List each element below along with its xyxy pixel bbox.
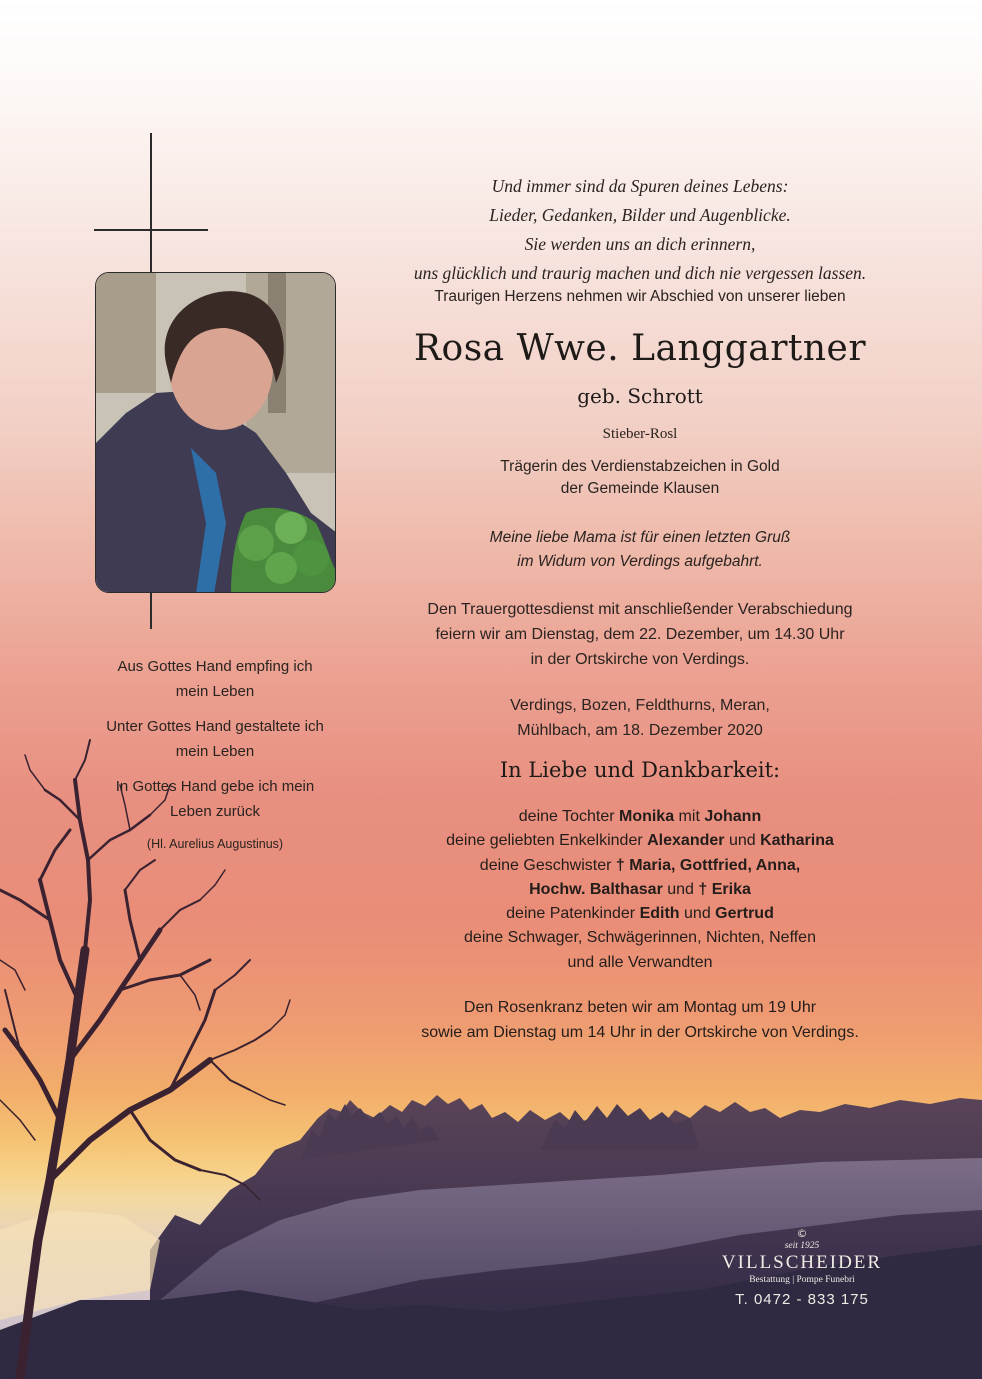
funeral-home-phone: T. 0472 - 833 175 [735, 1291, 869, 1308]
family-member: Hochw. Balthasar [529, 880, 663, 898]
family-member: Alexander [647, 832, 725, 850]
place-and-date [380, 693, 900, 743]
left-poem [80, 654, 350, 857]
service-line: feiern wir am Dienstag, dem 22. Dezember, um 14.30 Uhr [435, 626, 845, 643]
birth-name [380, 384, 900, 408]
deceased-name [380, 328, 900, 369]
family-line [380, 902, 900, 926]
family-line [380, 854, 900, 878]
nickname-text: Stieber-Rosl [602, 426, 678, 442]
family-text: und [679, 905, 716, 923]
family-list [380, 805, 900, 975]
service-line: Den Trauergottesdienst mit anschließender Verabschiedung [427, 601, 853, 618]
quote-line: uns glücklich und traurig machen und dich nie vergessen lassen. [413, 263, 867, 283]
family-line [380, 878, 900, 902]
love-heading [380, 758, 900, 782]
opening-quote [380, 172, 900, 288]
poem-attribution: (Hl. Aurelius Augustinus) [146, 837, 284, 851]
poem-line: Aus Gottes Hand empfing ich [117, 658, 313, 675]
rosary-line: Den Rosenkranz beten wir am Montag um 19 Uhr [463, 999, 817, 1016]
cross-vertical-bottom [150, 593, 152, 629]
love-heading-text: In Liebe und Dankbarkeit: [499, 758, 781, 782]
quote-line: Sie werden uns an dich erinnern, [524, 234, 756, 254]
rosary-notice [380, 995, 900, 1045]
honor-text [380, 456, 900, 500]
funeral-home-subtitle: Bestattung | Pompe Funebri [749, 1275, 855, 1285]
viewing-line: im Widum von Verdings aufgebahrt. [517, 553, 763, 570]
poem-line: mein Leben [175, 683, 255, 700]
family-member: Katharina [760, 832, 834, 850]
date-line: Mühlbach, am 18. Dezember 2020 [517, 722, 763, 739]
intro-text [380, 288, 900, 306]
family-member: † Erika [698, 880, 751, 898]
cross-horizontal [94, 229, 208, 231]
funeral-home-logo [712, 1228, 892, 1313]
family-line: deine Schwager, Schwägerinnen, Nichten, Neffen [464, 929, 816, 947]
birth-name-text: geb. Schrott [577, 384, 703, 408]
family-text: deine Geschwister [479, 856, 616, 874]
family-member: Monika [618, 808, 675, 825]
poem-line: mein Leben [175, 743, 255, 760]
family-member: Edith [639, 905, 680, 923]
family-text: deine Tochter [518, 808, 619, 825]
family-text: deine geliebten Enkelkinder [446, 832, 648, 850]
quote-line: Und immer sind da Spuren deines Lebens: [491, 176, 789, 196]
family-text: mit [674, 808, 705, 825]
honor-line: Trägerin des Verdienstabzeichen in Gold [500, 458, 780, 475]
cross-vertical-top [150, 133, 152, 273]
family-text: deine Patenkinder [506, 905, 640, 923]
since-text: seit 1925 [784, 1241, 820, 1251]
family-member: Johann [704, 808, 762, 825]
family-member: Gertrud [715, 905, 774, 923]
viewing-line: Meine liebe Mama ist für einen letzten Gruß [489, 529, 791, 546]
rosary-line: sowie am Dienstag um 14 Uhr in der Ortskirche von Verdings. [421, 1024, 859, 1041]
funeral-home-name: VILLSCHEIDER [721, 1252, 883, 1273]
family-text: und [662, 880, 699, 898]
family-member: † Maria, Gottfried, Anna, [615, 856, 801, 874]
family-line: und alle Verwandten [567, 953, 713, 971]
poem-line: In Gottes Hand gebe ich mein [115, 778, 315, 795]
family-line [380, 829, 900, 853]
poem-line: Leben zurück [169, 803, 261, 820]
name-text: Rosa Wwe. Langgartner [413, 328, 867, 369]
honor-line: der Gemeinde Klausen [560, 480, 720, 497]
copyright-symbol: © [796, 1227, 808, 1240]
intro-line: Traurigen Herzens nehmen wir Abschied von unserer lieben [434, 288, 846, 305]
funeral-service-notice [380, 597, 900, 672]
family-text: und [724, 832, 761, 850]
portrait-photo [95, 272, 336, 593]
viewing-notice [380, 526, 900, 574]
nickname [380, 426, 900, 443]
place-line: Verdings, Bozen, Feldthurns, Meran, [510, 697, 770, 714]
poem-line: Unter Gottes Hand gestaltete ich [106, 718, 324, 735]
quote-line: Lieder, Gedanken, Bilder und Augenblicke. [489, 205, 791, 225]
family-line [380, 805, 900, 829]
service-line: in der Ortskirche von Verdings. [530, 651, 750, 668]
